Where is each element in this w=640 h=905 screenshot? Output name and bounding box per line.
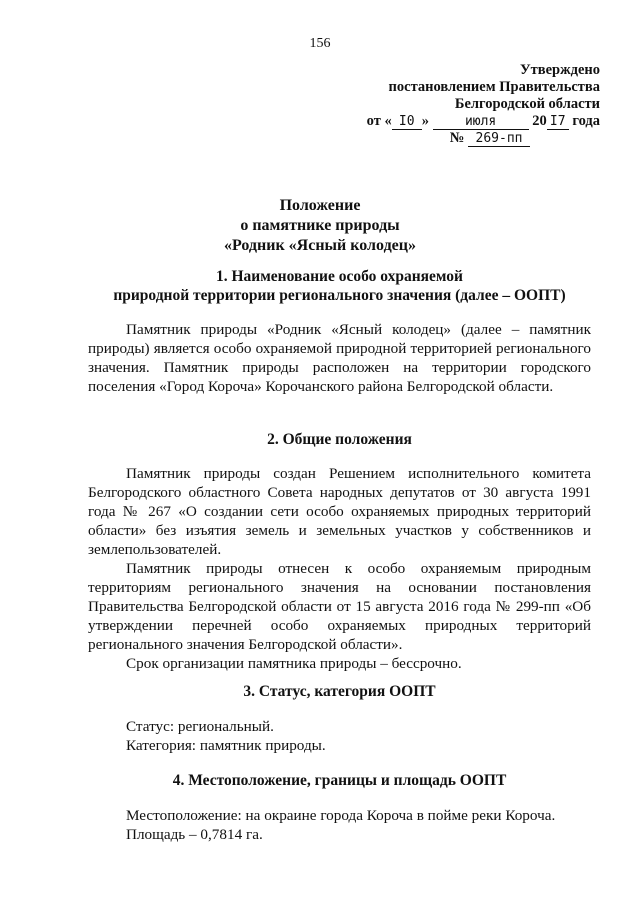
section-4-heading: 4. Местоположение, границы и площадь ООПТ (172, 772, 507, 789)
title-line-3: «Родник «Ясный колодец» (224, 237, 416, 254)
approval-line-2: постановлением Правительства (388, 79, 600, 95)
section-1-heading-1: 1. Наименование особо охраняемой (216, 268, 463, 285)
section-4 (88, 771, 591, 790)
section-4-body (88, 806, 591, 844)
section-2-paragraph-3: Срок организации памятника природы – бессрочно. (126, 655, 462, 672)
section-3-body (88, 717, 591, 755)
approval-number-line (340, 130, 600, 147)
section-2 (88, 430, 591, 449)
title-line-2: о памятнике природы (240, 217, 400, 234)
section-1-body (88, 320, 591, 396)
document-number: 269-пп (468, 131, 530, 147)
approval-block (340, 62, 600, 147)
document-title (0, 196, 640, 256)
section-2-heading: 2. Общие положения (267, 431, 412, 448)
section-4-area: Площадь – 0,7814 га. (126, 826, 263, 843)
date-month: июля (433, 114, 529, 130)
title-line-1: Положение (279, 197, 361, 214)
approval-date-line (340, 113, 600, 130)
number-prefix: № (449, 130, 465, 146)
section-1-heading-2: природной территории регионального значения (далее – ООПТ) (113, 287, 566, 304)
date-year-suffix: I7 (547, 114, 569, 130)
date-mid: » (421, 113, 429, 129)
page-number: 156 (309, 36, 331, 51)
approval-line-1: Утверждено (520, 62, 600, 78)
approval-line-3: Белгородской области (454, 96, 600, 112)
date-year-prefix: 20 (532, 113, 547, 129)
section-4-location: Местоположение: на окраине города Короча в пойме реки Короча. (126, 807, 556, 824)
date-from-label: от « (366, 113, 392, 129)
section-3-status: Статус: региональный. (126, 718, 274, 735)
section-3-category: Категория: памятник природы. (126, 737, 326, 754)
section-2-paragraph-2: Памятник природы отнесен к особо охраняемым природным территориям регионального значения на основании постановления Правительства Белгородской области от 15 августа 2016 года № 299-пп «Об утверждении перечней особо охраняемых природных территорий регионального значения Белгородской области». (88, 560, 591, 653)
section-2-paragraph-1: Памятник природы создан Решением исполнительного комитета Белгородского областного Совета народных депутатов от 30 августа 1991 года № 267 «О создании сети особо охраняемых природных территорий области» без изъятия земель и земельных участков у собственников и землепользователей. (88, 465, 591, 558)
date-year-word: года (572, 113, 600, 129)
section-3-heading: 3. Статус, категория ООПТ (243, 683, 436, 700)
date-day: I0 (392, 114, 422, 130)
section-1-paragraph: Памятник природы «Родник «Ясный колодец» (далее – памятник природы) является особо охраняемой природной территорией регионального значения. Памятник природы расположен на территории городского поселения «Город Короча» Корочанского района Белгородской области. (88, 321, 591, 395)
section-3 (88, 682, 591, 701)
section-1 (88, 267, 591, 305)
section-2-body (88, 464, 591, 673)
